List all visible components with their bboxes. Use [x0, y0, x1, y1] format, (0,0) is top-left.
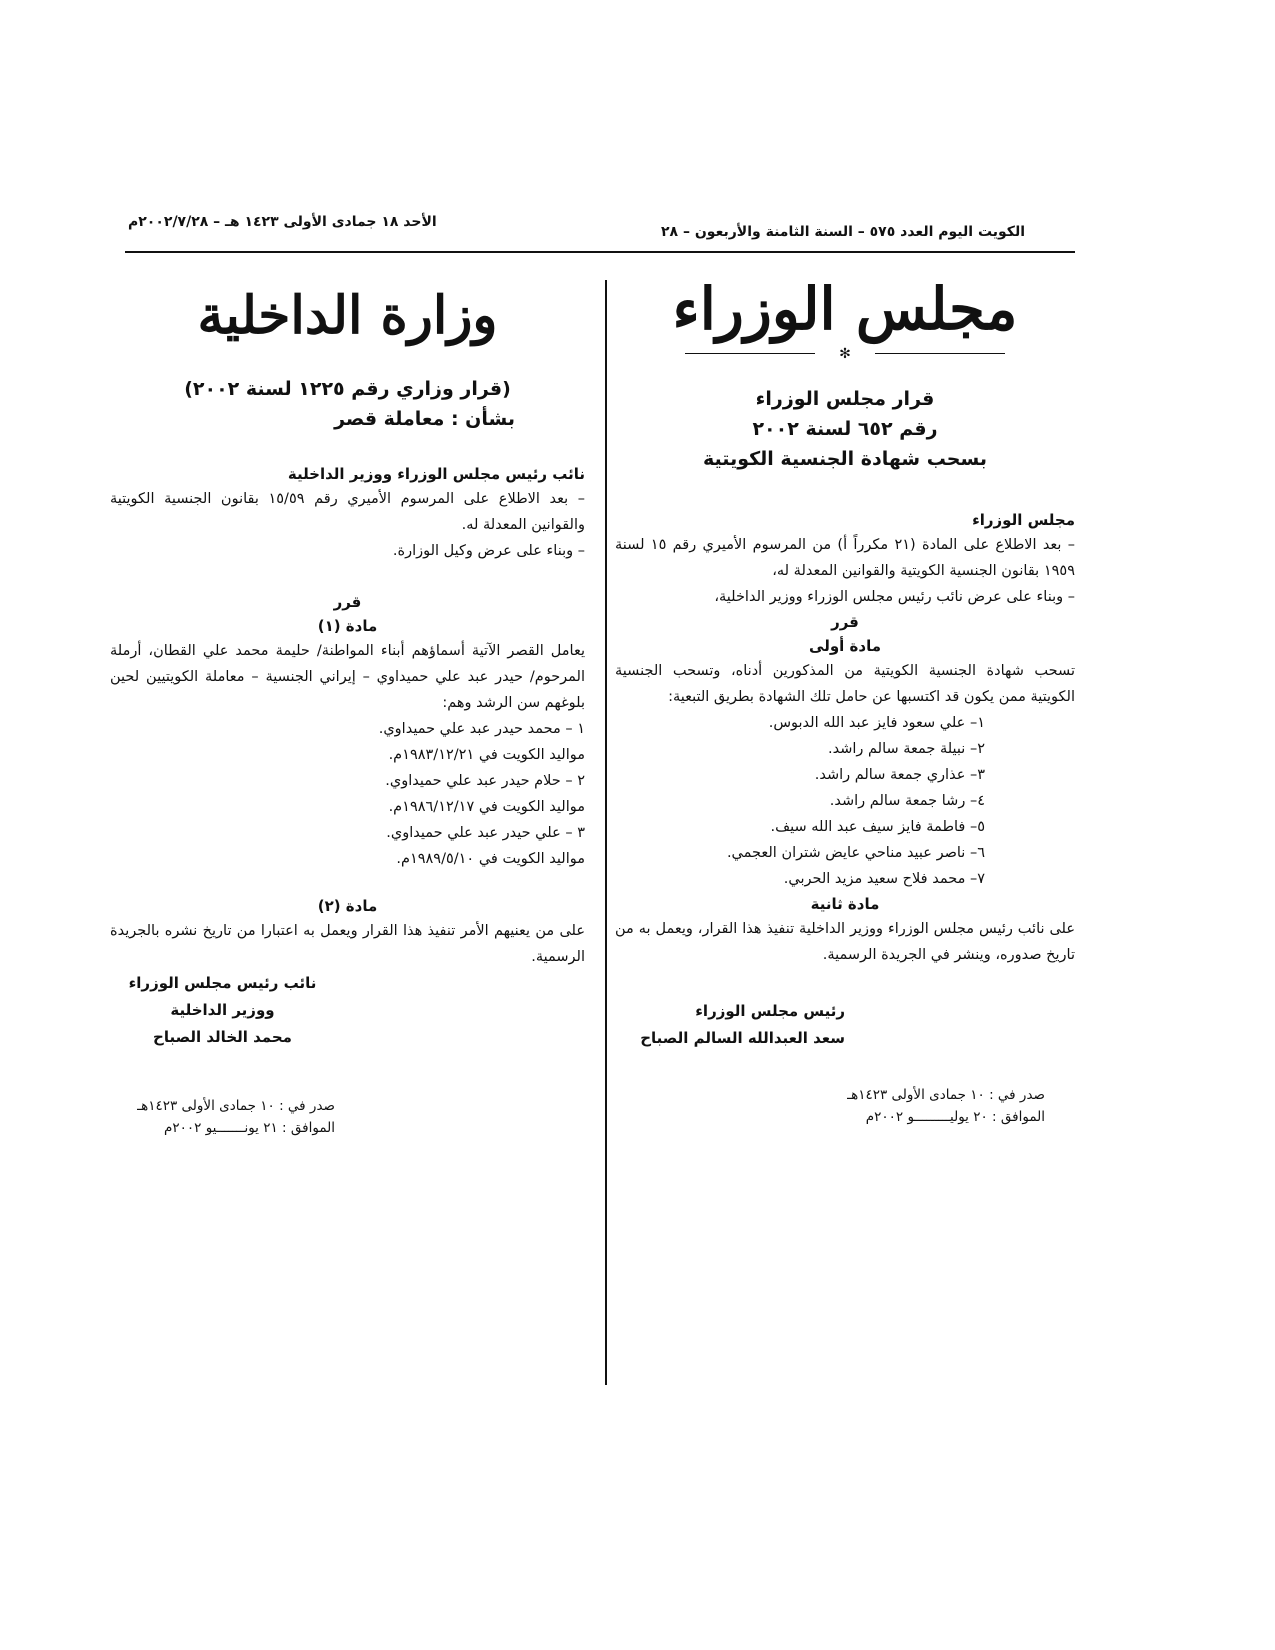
interior-article-2-text: على من يعنيهم الأمر تنفيذ هذا القرار ويعمل به اعتبارا من تاريخ نشره بالجريدة الرسمية. [110, 923, 585, 965]
interior-preamble-1: – بعد الاطلاع على المرسوم الأميري رقم ١٥/٥٩ بقانون الجنسية الكويتية والقوانين المعدلة له. [110, 491, 585, 533]
header-issue-info: الكويت اليوم العدد ٥٧٥ – السنة الثامنة والأربعون – ٢٨ [661, 224, 1025, 240]
list-item: ٦– ناصر عبيد مناحي عايض شتران العجمي. [726, 845, 985, 861]
interior-masthead: وزارة الداخلية [197, 285, 498, 346]
council-decree-subject: بسحب شهادة الجنسية الكويتية [703, 448, 987, 470]
council-masthead: مجلس الوزراء [672, 275, 1018, 343]
list-item: ٧– محمد فلاح سعيد مزيد الحربي. [783, 871, 985, 887]
council-decree-title: قرار مجلس الوزراء [755, 388, 935, 410]
council-article-1-text: تسحب شهادة الجنسية الكويتية من المذكورين أدناه، وتسحب الجنسية الكويتية ممن يكون قد اكتسبها عن حامل تلك الشهادة بطريق التبعية: [615, 663, 1075, 705]
council-article-2-heading: مادة ثانية [810, 895, 880, 913]
council-preamble-1: – بعد الاطلاع على المادة (٢١ مكرراً أ) من المرسوم الأميري رقم ١٥ لسنة ١٩٥٩ بقانون الجنسية الكويتية والقوانين المعدلة له، [615, 537, 1075, 579]
list-item: ٤– رشا جمعة سالم راشد. [829, 793, 985, 809]
council-article-1-heading: مادة أولى [809, 637, 881, 655]
interior-article-1-text: يعامل القصر الآتية أسماؤهم أبناء المواطنة/ حليمة محمد علي القطان، أرملة المرحوم/ حيدر عبد علي حميداوي – إيراني الجنسية – معاملة الكويتيين لحين بلوغهم سن الرشد وهم: [110, 643, 585, 711]
list-item: ٣– عذاري جمعة سالم راشد. [814, 767, 985, 783]
list-item: ٥– فاطمة فايز سيف عبد الله سيف. [770, 819, 985, 835]
interior-issuer: نائب رئيس مجلس الوزراء ووزير الداخلية [287, 465, 585, 483]
list-item: ٢ – حلام حيدر عبد علي حميداوي. [385, 773, 585, 789]
council-decided: قرر [831, 613, 859, 631]
list-item: مواليد الكويت في ١٩٨٦/١٢/١٧م. [388, 799, 585, 815]
list-item: مواليد الكويت في ١٩٨٩/٥/١٠م. [396, 851, 585, 867]
minors-list [110, 716, 585, 872]
list-item: مواليد الكويت في ١٩٨٣/١٢/٢١م. [388, 747, 585, 763]
council-decree-number: رقم ٦٥٢ لسنة ٢٠٠٢ [752, 418, 938, 440]
council-gregorian-date: الموافق : ٢٠ يوليـــــــــو ٢٠٠٢م [865, 1109, 1045, 1125]
column-divider [605, 280, 607, 1385]
council-signatory-title: رئيس مجلس الوزراء [695, 1002, 845, 1020]
council-issued-date: صدر في : ١٠ جمادى الأولى ١٤٢٣هـ [847, 1087, 1045, 1103]
interior-decree-title: (قرار وزاري رقم ١٢٢٥ لسنة ٢٠٠٢) [184, 378, 511, 400]
list-item: ٢– نبيلة جمعة سالم راشد. [828, 741, 985, 757]
interior-article-2-heading: مادة (٢) [317, 897, 378, 915]
interior-signatory-name: محمد الخالد الصباح [153, 1028, 292, 1046]
interior-article-1-heading: مادة (١) [317, 617, 378, 635]
council-preamble-2: – وبناء على عرض نائب رئيس مجلس الوزراء ووزير الداخلية، [714, 589, 1075, 605]
list-item: ٣ – علي حيدر عبد علي حميداوي. [386, 825, 585, 841]
interior-signatory-line-2: ووزير الداخلية [170, 1001, 275, 1019]
interior-preamble-2: – وبناء على عرض وكيل الوزارة. [392, 543, 585, 559]
header-rule [125, 251, 1075, 253]
interior-issued-date: صدر في : ١٠ جمادى الأولى ١٤٢٣هـ [137, 1098, 335, 1114]
council-decree-column [615, 275, 1075, 1128]
council-article-2-text: على نائب رئيس مجلس الوزراء ووزير الداخلية تنفيذ هذا القرار، ويعمل به من تاريخ صدوره، وينشر في الجريدة الرسمية. [615, 921, 1075, 963]
interior-signatory-line-1: نائب رئيس مجلس الوزراء [128, 974, 317, 992]
interior-decree-subject: بشأن : معاملة قصر [334, 408, 515, 430]
council-issuer: مجلس الوزراء [972, 511, 1075, 529]
list-item: ١ – محمد حيدر عبد علي حميداوي. [378, 721, 585, 737]
interior-decree-column [110, 285, 585, 1139]
interior-decided: قرر [333, 593, 362, 611]
header-date: الأحد ١٨ جمادى الأولى ١٤٢٣ هـ – ٢٠٠٢/٧/٢٨م [128, 214, 437, 230]
interior-gregorian-date: الموافق : ٢١ يونـــــــيو ٢٠٠٢م [164, 1120, 335, 1136]
ornament-divider [615, 346, 1075, 360]
withdrawn-names-list [615, 710, 1075, 892]
ornament-icon: ✻ [839, 346, 851, 362]
list-item: ١– علي سعود فايز عبد الله الدبوس. [768, 715, 985, 731]
council-signatory-name: سعد العبدالله السالم الصباح [640, 1029, 845, 1047]
